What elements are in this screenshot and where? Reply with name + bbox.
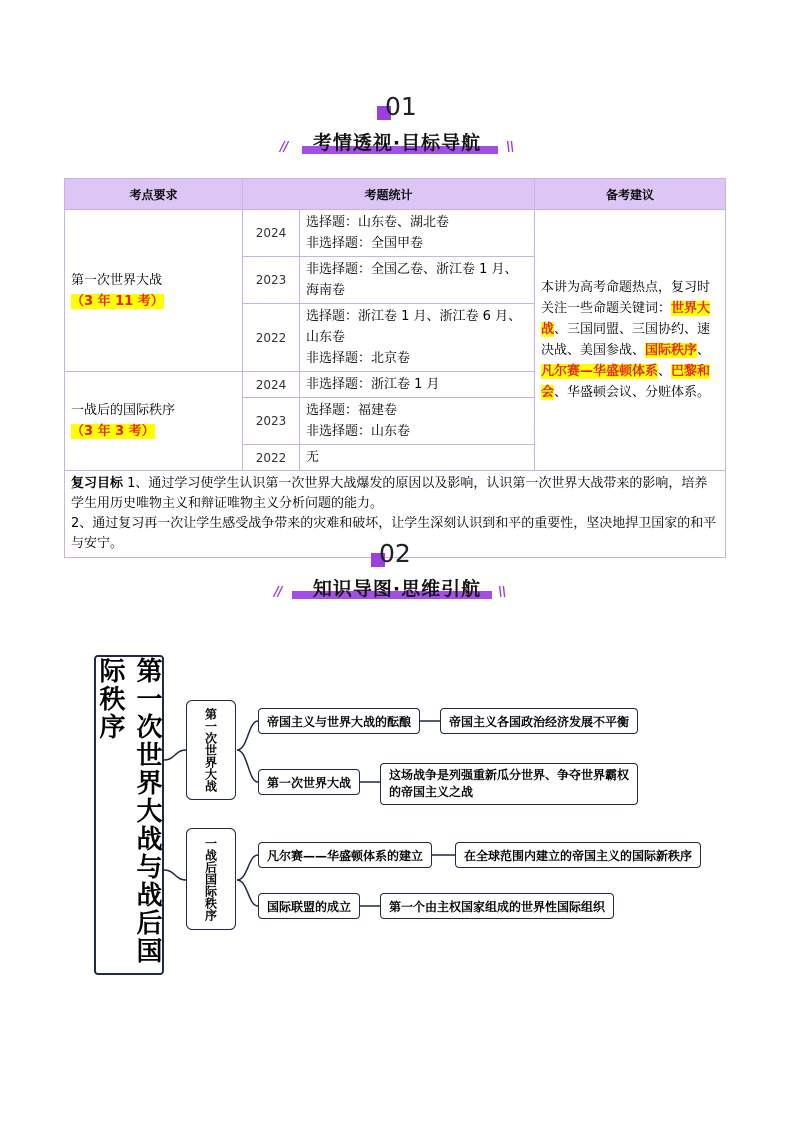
mindmap-node-uneven-development: 帝国主义各国政治经济发展不平衡 [440,708,638,734]
stats-line: 非选择题：山东卷 [306,424,411,439]
stats-line: 非选择题：全国甲卷 [306,236,424,251]
stats-line: 选择题：山东卷、湖北卷 [306,215,450,230]
mindmap-node-war-nature [380,763,638,805]
year-cell: 2022 [243,304,300,372]
mindmap-root [94,655,164,975]
stats-line: 无 [306,450,320,465]
mindmap-node-league-of-nations: 国际联盟的成立 [258,893,360,919]
goal-text: 2、通过复习再一次让学生感受战争带来的灾难和破坏，让学生深刻认识到和平的重要性，坚决地捍卫国家的和平与安宁。 [71,516,717,551]
stats-line: 非选择题：浙江卷 1 月 [306,377,440,392]
node-line: 这场战争是列强重新瓜分世界、争夺世界霸权 [389,768,630,782]
header-requirements: 考点要求 [65,179,243,210]
mindmap-node-ww1: 第一次世界大战 [258,769,360,795]
year-cell: 2022 [243,445,300,471]
left-slashes-decoration: // [280,140,288,155]
advice-text: 、三国同盟、三国协约、速决战、美国参战、 [541,322,711,358]
keyword: 国际秩序 [645,343,698,358]
topic-name: 第一次世界大战 [71,272,163,288]
mindmap-node-imperialism: 帝国主义与世界大战的酝酿 [258,708,420,734]
category-label: 一战后国际秩序 [203,837,218,921]
header-statistics: 考题统计 [243,179,535,210]
mindmap-node-new-order: 在全球范围内建立的帝国主义的国际新秩序 [455,842,701,868]
node-line: 的帝国主义之战 [389,785,474,799]
stats-line: 非选择题：北京卷 [306,351,411,366]
advice-text: 、 [658,364,672,379]
stats-line: 海南卷 [306,283,346,298]
keyword: 凡尔赛—华盛顿体系 [541,364,659,379]
section-number: 02 [379,539,411,568]
stats-line: 选择题：浙江卷 1 月、浙江卷 6 月、 [306,309,522,324]
year-cell: 2024 [243,372,300,398]
keyword: 巴黎和会 [541,364,711,400]
topic-count: （3 年 11 考） [71,293,164,309]
left-slashes-decoration: // [274,585,282,600]
mindmap-node-first-intl-org: 第一个由主权国家组成的世界性国际组织 [380,893,614,919]
root-label: 第一次世界大战与战后国际秩序 [95,657,162,965]
topic-name: 一战后的国际秩序 [71,403,176,418]
mindmap-category-postwar-order [186,828,236,930]
advice-text: 、 [697,343,711,358]
header-advice: 备考建议 [535,179,726,210]
section-title: 考情透视·目标导航 [312,132,482,154]
year-cell: 2023 [243,257,300,304]
right-slashes-decoration: \\ [506,140,514,155]
stats-line: 非选择题：全国乙卷、浙江卷 1 月、 [306,262,518,277]
advice-text: 、华盛顿会议、分赃体系。 [554,385,711,400]
section-title: 知识导图·思维引航 [312,578,482,600]
goal-label: 复习目标 [71,476,124,491]
year-cell: 2024 [243,210,300,257]
goal-text: 1、通过学习使学生认识第一次世界大战爆发的原因以及影响，认识第一次世界大战带来的影响，培养学生用历史唯物主义和辩证唯物主义分析问题的能力。 [71,476,708,511]
mindmap-node-versailles-washington: 凡尔赛——华盛顿体系的建立 [258,842,432,868]
right-slashes-decoration: \\ [498,585,506,600]
year-cell: 2023 [243,398,300,445]
topic-count: （3 年 3 考） [71,424,155,439]
stats-line: 选择题：福建卷 [306,403,398,418]
category-label: 第一次世界大战 [203,708,218,792]
mindmap-category-ww1 [186,700,236,800]
keyword: 世界大战 [541,301,711,337]
stats-line: 山东卷 [306,330,346,345]
section-number: 01 [385,92,417,121]
advice-text: 本讲为高考命题热点，复习时关注一些命题关键词： [541,280,711,316]
